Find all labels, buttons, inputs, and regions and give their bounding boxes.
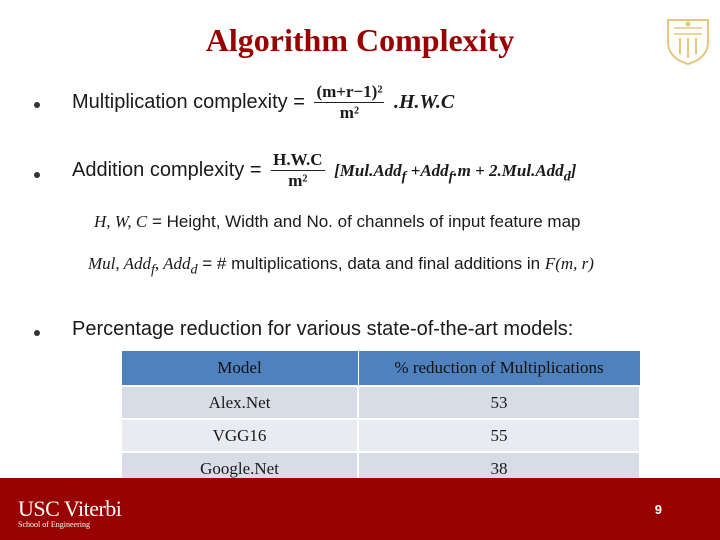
- multiplication-denominator: m²: [314, 102, 384, 123]
- table-row: [121, 419, 640, 452]
- addition-label: Addition complexity =: [72, 158, 262, 181]
- multiplication-numerator: (m+r−1)²: [316, 82, 383, 101]
- multiplication-complexity-line: [72, 82, 454, 123]
- model-cell: Alex.Net: [121, 386, 358, 419]
- bullet-dot: [34, 102, 40, 108]
- ops-definition: [88, 254, 594, 278]
- logo-main-text: USC Viterbi: [18, 496, 122, 521]
- ops-fmr: F(m, r): [544, 254, 594, 273]
- usc-seal-icon: [664, 14, 712, 66]
- hwc-definition: [94, 212, 581, 232]
- percentage-label: Percentage reduction for various state-of-the-art models:: [72, 318, 574, 340]
- addition-expression: [Mul.Add$_f$ +Add$_f$.m + 2.Mul.Add$_d$]: [334, 160, 577, 185]
- reduction-table: [120, 350, 641, 486]
- multiplication-label: Multiplication complexity =: [72, 90, 305, 113]
- table-row: [121, 386, 640, 419]
- addition-complexity-line: [72, 150, 576, 191]
- addition-fraction: [271, 150, 324, 191]
- footer-bar: [0, 478, 720, 540]
- hwc-vars: H, W, C: [94, 212, 148, 231]
- table-header-row: [121, 351, 640, 387]
- model-cell: Google.Net: [121, 452, 358, 485]
- usc-viterbi-logo: [18, 496, 121, 529]
- multiplication-fraction: [314, 82, 384, 123]
- header-reduction: % reduction of Multiplications: [358, 351, 640, 387]
- ops-text: = # multiplications, data and final additions in: [197, 254, 545, 273]
- hwc-text: = Height, Width and No. of channels of input feature map: [147, 212, 581, 231]
- header-model: Model: [121, 351, 358, 387]
- page-title: Algorithm Complexity: [205, 22, 515, 58]
- page-number: 9: [654, 502, 662, 517]
- addition-numerator: H.W.C: [273, 150, 323, 169]
- multiplication-suffix: .H.W.C: [394, 90, 455, 113]
- addition-denominator: m²: [271, 170, 324, 191]
- percentage-line: [72, 318, 573, 341]
- reduction-cell: 55: [358, 419, 640, 452]
- ops-vars: Mul, Add$_f$, Add$_d$: [88, 254, 198, 278]
- reduction-cell: 53: [358, 386, 640, 419]
- model-cell: VGG16: [121, 419, 358, 452]
- reduction-cell: 38: [358, 452, 640, 485]
- logo-sub-text: School of Engineering: [18, 520, 90, 529]
- bullet-dot: [34, 330, 40, 336]
- bullet-dot: [34, 172, 40, 178]
